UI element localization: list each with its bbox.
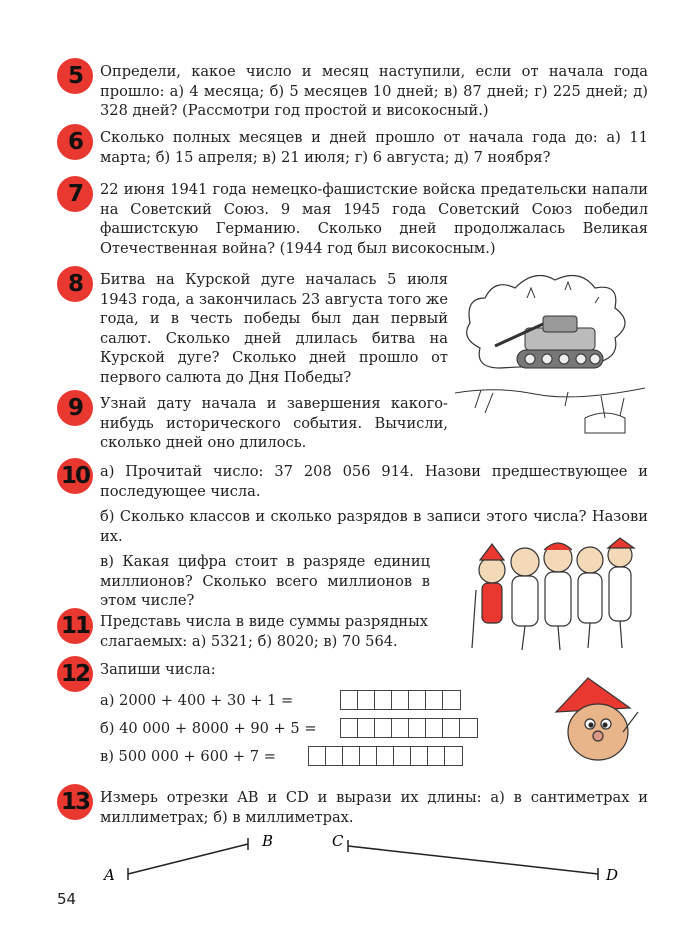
task-number-badge: 13 (57, 784, 93, 820)
task-text: 22 июня 1941 года немецко-фашистские войска предательски напали на Советский Союз. 9 мая 1945 года Советский Союз победил фашистскую Германию. Сколько дней продолжалась Великая Отечественная война? (1944 год был високосным.) (100, 181, 648, 257)
task-text-b: б) Сколько классов и сколько разрядов в записи этого числа? Назови их. (100, 508, 648, 545)
equation-text: в) 500 000 + 600 + 7 = (100, 747, 276, 765)
label-d: D (606, 866, 619, 884)
segment-ab (128, 844, 248, 874)
task-text: Битва на Курской дуге началась 5 июля 1943 года, а закончилась 23 августа того же года, и в честь победы был дан первый салют. Сколько дней длилась битва на Курской дуге? Сколько дней прошло от первого салюта до Дня Победы? (100, 271, 448, 386)
page-number: 54 (57, 890, 77, 908)
task-text-c: в) Какая цифра стоит в разряде единиц миллионов? Сколько всего миллионов в этом числе? (100, 553, 430, 609)
task-text: Измерь отрезки AB и CD и вырази их длины: а) в сантиметрах и миллиметрах; б) в миллиметрах. (100, 789, 648, 826)
label-c: C (332, 832, 344, 850)
task-text: Определи, какое число и месяц наступили, если от начала года прошло: а) 4 месяца; б) 5 месяцев 10 дней; в) 87 дней; г) 225 дней; д) 328 дней? (Рассмотри год простой и високосный.) (100, 63, 648, 119)
tank-illustration (455, 268, 650, 438)
task-number-badge: 12 (57, 656, 93, 692)
equation-row (100, 714, 478, 742)
equation-row (100, 686, 478, 714)
task-text: Узнай дату начала и завершения какого-нибудь исторического события. Вычисли, сколько дней оно длилось. (100, 395, 448, 451)
task-text: Запиши числа: (100, 661, 216, 678)
task-number-badge: 9 (57, 390, 93, 426)
segments-figure (90, 822, 640, 892)
task-number-badge: 10 (57, 458, 93, 494)
task-text: Представь числа в виде суммы разрядных слагаемых: а) 5321; б) 8020; в) 70 564. (100, 613, 428, 650)
answer-cells[interactable] (308, 746, 463, 766)
equation-row (100, 742, 478, 770)
task-number-badge: 8 (57, 266, 93, 302)
task-text: Сколько полных месяцев и дней прошло от начала года до: а) 11 марта; б) 15 апреля; в) 21 июля; г) 6 августа; д) 7 ноября? (100, 129, 648, 166)
characters-illustration (470, 530, 645, 655)
hat-character-illustration (548, 672, 643, 772)
equation-text: а) 2000 + 400 + 30 + 1 = (100, 691, 294, 709)
task-number-badge: 5 (57, 58, 93, 94)
label-b: B (262, 832, 274, 850)
task-text-a: а) Прочитай число: 37 208 056 914. Назови предшествующее и последующее числа. (100, 463, 648, 500)
label-a: A (104, 866, 115, 884)
task-number-badge: 6 (57, 124, 93, 160)
task-number-badge: 7 (57, 176, 93, 212)
task-number-badge: 11 (57, 608, 93, 644)
equation-text: б) 40 000 + 8000 + 90 + 5 = (100, 719, 317, 737)
answer-cells[interactable] (340, 718, 478, 738)
answer-cells[interactable] (340, 690, 461, 710)
segment-cd (348, 846, 598, 874)
